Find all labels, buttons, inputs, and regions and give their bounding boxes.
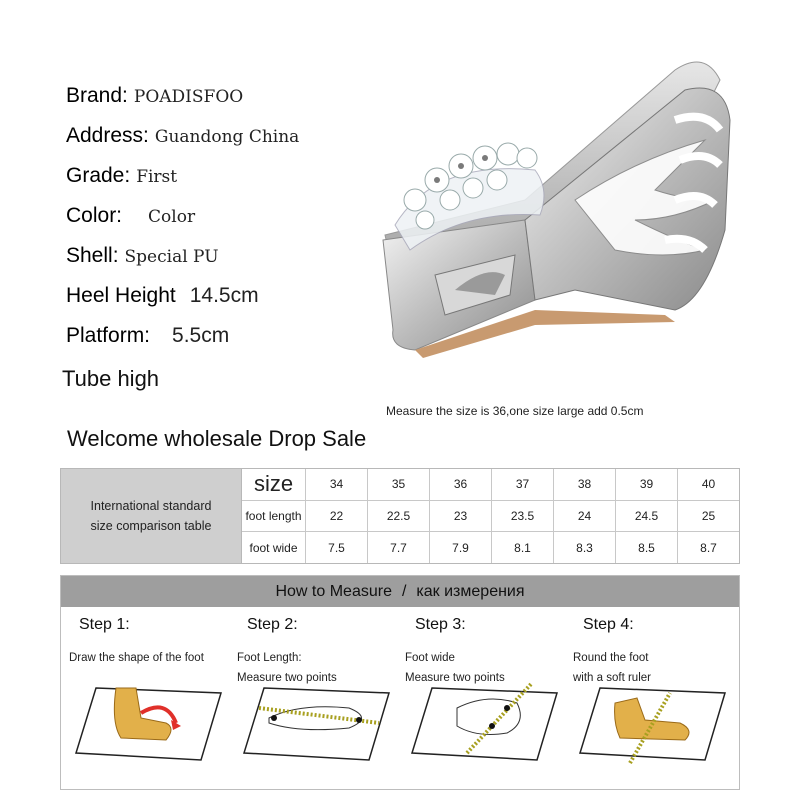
table-row <box>242 501 739 533</box>
spec-brand <box>66 84 243 108</box>
step-2-line2: Measure two points <box>237 672 337 684</box>
spec-shell-label: Shell: <box>66 244 119 267</box>
size-table-label <box>61 469 242 563</box>
spec-color <box>66 204 195 228</box>
table-cell: 35 <box>368 469 430 500</box>
tube-high-label: Tube high <box>62 366 160 391</box>
step-2-title: Step 2: <box>247 616 298 633</box>
spec-shell-value: Special PU <box>124 247 219 267</box>
table-row <box>242 532 739 563</box>
step-1-desc <box>69 648 229 668</box>
size-table-label-line1: International standard <box>90 499 212 513</box>
spec-color-label: Color: <box>66 204 123 227</box>
table-cell: 22.5 <box>368 501 430 532</box>
table-cell: 38 <box>554 469 616 500</box>
table-cell: 7.5 <box>306 532 368 563</box>
how-to-measure-panel <box>60 575 740 790</box>
spec-brand-value: POADISFOO <box>133 87 244 107</box>
step-1 <box>69 616 229 668</box>
wholesale-heading: Welcome wholesale Drop Sale <box>67 426 367 451</box>
spec-grade-label: Grade: <box>66 164 131 187</box>
row-header-foot-length: foot length <box>242 501 306 532</box>
step-3-foot-wide-illustration <box>407 668 562 766</box>
how-to-measure-separator: / <box>401 582 407 600</box>
table-cell: 23.5 <box>492 501 554 532</box>
step-4-title: Step 4: <box>583 616 634 633</box>
spec-heel-height <box>66 284 259 308</box>
spec-platform <box>66 324 229 348</box>
step-3-title: Step 3: <box>415 616 466 633</box>
spec-grade-value: First <box>136 167 178 187</box>
table-cell: 34 <box>306 469 368 500</box>
table-cell: 24 <box>554 501 616 532</box>
step-4-line2: with a soft ruler <box>573 672 651 684</box>
step-3-line2: Measure two points <box>405 672 505 684</box>
spec-heel-label: Heel Height <box>66 284 176 307</box>
table-cell: 8.3 <box>554 532 616 563</box>
spec-grade <box>66 164 177 188</box>
size-table-label-line2: size comparison table <box>90 519 212 533</box>
table-cell: 8.5 <box>616 532 678 563</box>
table-cell: 24.5 <box>616 501 678 532</box>
measure-note: Measure the size is 36,one size large add 0.5cm <box>386 404 644 418</box>
size-comparison-table <box>60 468 740 564</box>
spec-color-value: Color <box>148 207 196 227</box>
spec-heel-value: 14.5cm <box>189 284 259 307</box>
step-2-line1: Foot Length: <box>237 652 302 664</box>
table-cell: 40 <box>701 477 716 492</box>
step-4-soft-ruler-illustration <box>575 668 730 766</box>
spec-address <box>66 124 299 148</box>
step-1-line1: Draw the shape of the foot <box>69 652 204 664</box>
table-cell: 37 <box>492 469 554 500</box>
how-to-measure-header <box>61 576 739 607</box>
step-1-title: Step 1: <box>79 616 130 633</box>
spec-platform-label: Platform: <box>66 324 151 347</box>
table-cell: 22 <box>306 501 368 532</box>
table-cell: 25 <box>701 509 716 523</box>
sandal-product-image <box>375 50 755 380</box>
spec-address-label: Address: <box>66 124 149 147</box>
spec-platform-value: 5.5cm <box>172 324 230 347</box>
row-header-foot-wide: foot wide <box>242 532 306 563</box>
spec-shell <box>66 244 219 268</box>
step-4-line1: Round the foot <box>573 652 649 664</box>
table-cell: 8.1 <box>492 532 554 563</box>
spec-brand-label: Brand: <box>66 84 128 107</box>
how-to-measure-title-ru: как измерения <box>416 582 525 600</box>
table-cell: 7.9 <box>430 532 492 563</box>
step-2-foot-length-illustration <box>239 668 394 766</box>
table-cell: 7.7 <box>368 532 430 563</box>
table-cell: 39 <box>616 469 678 500</box>
spec-address-value: Guandong China <box>154 127 300 147</box>
table-row <box>242 469 739 501</box>
step-1-foot-trace-illustration <box>71 668 226 766</box>
row-header-size: size <box>242 469 306 500</box>
table-cell: 23 <box>430 501 492 532</box>
how-to-measure-title-en: How to Measure <box>275 582 392 600</box>
table-cell: 8.7 <box>700 540 717 555</box>
size-table-grid <box>242 469 739 563</box>
table-cell: 36 <box>430 469 492 500</box>
step-3-line1: Foot wide <box>405 652 455 664</box>
